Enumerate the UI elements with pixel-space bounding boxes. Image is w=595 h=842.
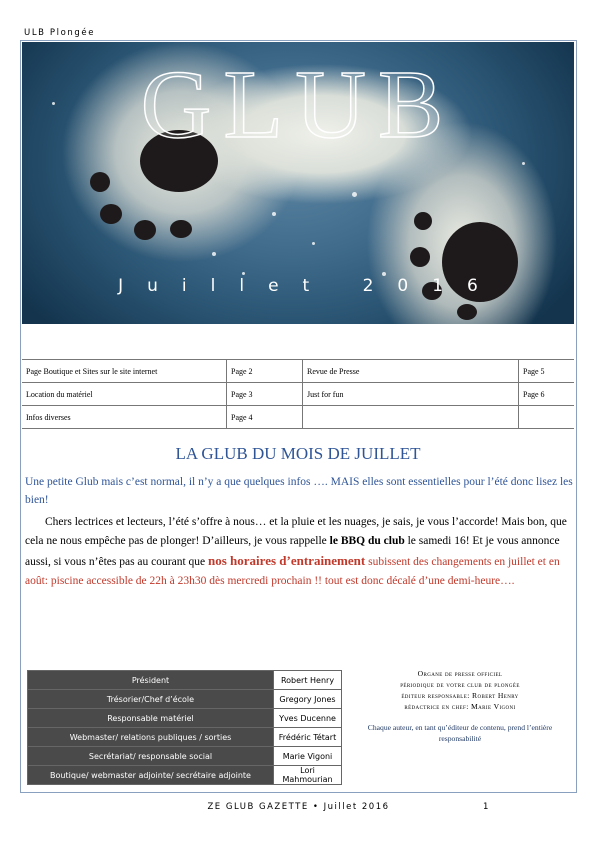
paw-toe-2 <box>100 204 122 224</box>
table-row <box>28 728 342 747</box>
toc-item-label: Just for fun <box>303 383 519 406</box>
committee-name: Gregory Jones <box>274 690 342 709</box>
bubble <box>272 212 276 216</box>
committee-role: Trésorier/Chef d’école <box>28 690 274 709</box>
toc-item-label: Revue de Presse <box>303 360 519 383</box>
training-hours-highlight: nos horaires d’entrainement <box>208 553 366 568</box>
article-intro: Une petite Glub mais c’est normal, il n’y a que quelques infos …. MAIS elles sont essentielles pour l’été donc lisez les bien! <box>25 476 573 506</box>
table-row <box>22 383 574 406</box>
hero-date <box>22 276 574 296</box>
toc-item-page: Page 6 <box>519 383 575 406</box>
toc-item-label <box>303 406 519 429</box>
toc-item-page <box>519 406 575 429</box>
table-of-contents <box>22 359 574 429</box>
bubble <box>242 272 245 275</box>
committee-name: Frédéric Tétart <box>274 728 342 747</box>
article-body-text: le samedi 16! Et je vous annonce aussi, si vous n’êtes pas au courant que <box>25 535 560 568</box>
bubble <box>522 162 525 165</box>
committee-role: Responsable matériel <box>28 709 274 728</box>
training-hours-text: subissent des changements en juillet et en août: piscine accessible de 22h à 23h30 dès mercredi prochain !! tout est donc décalé d’une demi-heure…. <box>25 556 560 587</box>
publication-line: périodique de votre club de plongée <box>400 680 520 689</box>
toc-item-page: Page 2 <box>227 360 303 383</box>
committee-table <box>27 670 342 785</box>
paw-toe-4 <box>170 220 192 238</box>
toc-item-page: Page 3 <box>227 383 303 406</box>
bubble <box>212 252 216 256</box>
paw-toe-1 <box>90 172 110 192</box>
committee-name: Lori Mahmourian <box>274 766 342 785</box>
table-row <box>28 709 342 728</box>
publication-line: rédactrice en chef: Marie Vigoni <box>404 702 516 711</box>
committee-role: Président <box>28 671 274 690</box>
committee-name: Marie Vigoni <box>274 747 342 766</box>
article-body <box>25 513 574 591</box>
hero-date-text: Juillet 2016 <box>118 276 502 296</box>
toc-item-page: Page 5 <box>519 360 575 383</box>
page-number: 1 <box>483 802 489 812</box>
article-body-text: Chers lectrices et lecteurs, l’été s’offre à nous… et la pluie et les nuages, je sais, je vous l’accorde! Mais bon, que cela ne nous empêche pas de plonger! D’ailleurs, je vous rappelle <box>25 516 567 547</box>
paw-toe-5 <box>414 212 432 230</box>
committee-name: Robert Henry <box>274 671 342 690</box>
hero-title: GLUB <box>140 51 456 159</box>
toc-item-label: Infos diverses <box>22 406 227 429</box>
publication-info <box>356 668 564 744</box>
toc-item-page: Page 4 <box>227 406 303 429</box>
table-row <box>22 360 574 383</box>
toc-item-label: Page Boutique et Sites sur le site internet <box>22 360 227 383</box>
publication-note: Chaque auteur, en tant qu’éditeur de contenu, prend l’entière responsabilité <box>367 723 553 743</box>
paw-toe-6 <box>410 247 430 267</box>
paw-toe-3 <box>134 220 156 240</box>
committee-role: Secrétariat/ responsable social <box>28 747 274 766</box>
committee-role: Webmaster/ relations publiques / sorties <box>28 728 274 747</box>
paw-toe-8 <box>457 304 477 320</box>
table-row <box>28 671 342 690</box>
publication-line: Organe de presse officiel <box>417 669 503 678</box>
bubble <box>312 242 315 245</box>
bubble <box>352 192 357 197</box>
publication-line: éditeur responsable: Robert Henry <box>401 691 519 700</box>
table-row <box>22 406 574 429</box>
header-title: ULB Plongée <box>24 28 96 38</box>
table-row <box>28 690 342 709</box>
hero-banner <box>22 42 574 324</box>
bbq-highlight: le BBQ du club <box>329 535 405 547</box>
article-headline: LA GLUB DU MOIS DE JUILLET <box>175 444 421 463</box>
table-row <box>28 747 342 766</box>
committee-name: Yves Ducenne <box>274 709 342 728</box>
table-row <box>28 766 342 785</box>
committee-role: Boutique/ webmaster adjointe/ secrétaire adjointe <box>28 766 274 785</box>
footer-text: ZE GLUB GAZETTE • Juillet 2016 <box>207 802 390 812</box>
footer <box>20 802 577 812</box>
toc-item-label: Location du matériel <box>22 383 227 406</box>
